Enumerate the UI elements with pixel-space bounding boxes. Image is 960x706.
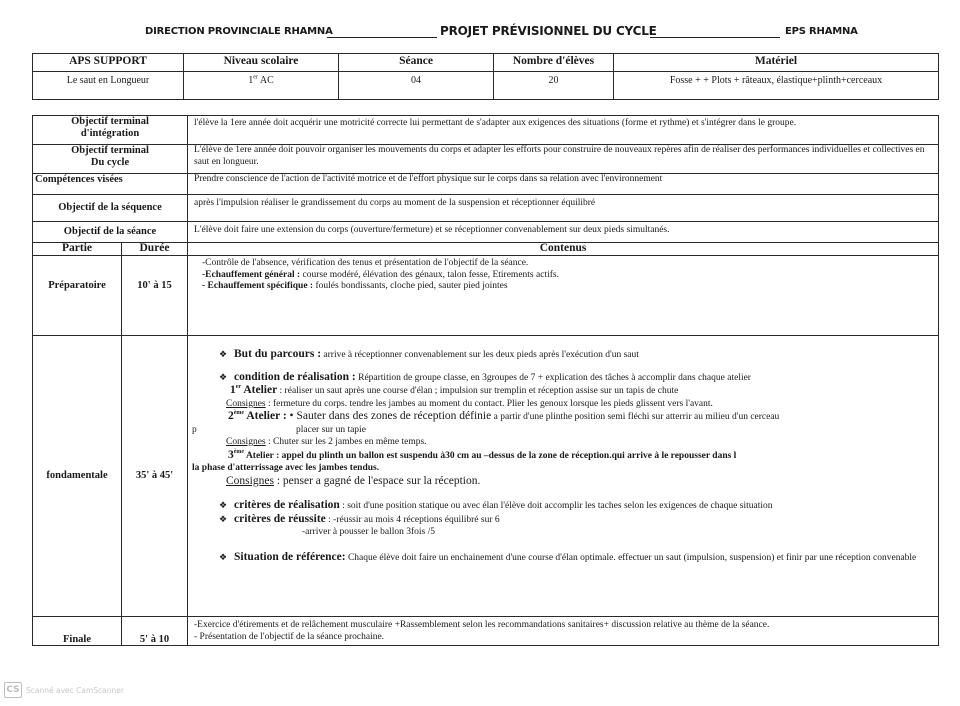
header-materiel: Matériel xyxy=(614,54,939,72)
header-divider-line xyxy=(650,37,780,38)
bullet-icon: ❖ xyxy=(218,500,228,510)
contenu-finale: -Exercice d'étirements et de relâchement musculaire +Rassemblement selon les recommandations sanitaires+ discussion relative au thème de la séance. - Présentation de l'objectif de la séance prochaine. xyxy=(188,617,939,646)
header-divider-line xyxy=(327,37,437,38)
duree-fondamentale: 35' à 45' xyxy=(122,336,188,617)
objective-label: Objectif de la séance xyxy=(33,222,188,243)
bullet-icon: ❖ xyxy=(218,371,228,382)
document-title: PROJET PRÉVISIONNEL DU CYCLE xyxy=(440,24,657,38)
header-contenus: Contenus xyxy=(188,243,939,256)
finale-row xyxy=(33,617,939,646)
header-right: EPS RHAMNA xyxy=(785,26,858,37)
objective-text: l'élève la 1ere année doit acquérir une motricité correcte lui permettant de s'adapter aux exigences des situations (forme et rythme) et s'intégrer dans le groupe. xyxy=(188,116,939,145)
info-values-row xyxy=(33,72,939,100)
info-header-row xyxy=(33,54,939,72)
value-materiel: Fosse + + Plots + râteaux, élastique+plinth+cerceaux xyxy=(614,72,939,100)
header-seance: Séance xyxy=(339,54,494,72)
camscanner-logo-icon: CS xyxy=(4,682,22,698)
objective-label: Objectif terminal Du cycle xyxy=(33,145,188,174)
bullet-icon: ❖ xyxy=(218,349,228,359)
session-header-row xyxy=(33,243,939,256)
value-aps: Le saut en Longueur xyxy=(33,72,184,100)
header-nb-eleves: Nombre d'élèves xyxy=(494,54,614,72)
lesson-table xyxy=(32,115,939,646)
partie-preparatoire: Préparatoire xyxy=(33,256,122,336)
value-nb-eleves: 20 xyxy=(494,72,614,100)
header-partie: Partie xyxy=(33,243,122,256)
objective-row xyxy=(33,145,939,174)
document-header xyxy=(145,26,860,42)
objective-row xyxy=(33,222,939,243)
bullet-icon: ❖ xyxy=(218,513,228,524)
objective-text: L'élève doit faire une extension du corps (ouverture/fermeture) et se réceptionner convenablement sur deux pieds simultanés. xyxy=(188,222,939,243)
camscanner-watermark xyxy=(4,682,124,698)
info-table xyxy=(32,53,939,100)
header-left: DIRECTION PROVINCIALE RHAMNA xyxy=(145,26,333,37)
objective-row xyxy=(33,174,939,195)
contenu-fondamentale: ❖ But du parcours : arrive à réceptionner convenablement sur les deux pieds après l'exécution d'un saut ❖ condition de réalisation : Répartition de groupe classe, en 3groupes de 7 + explication des tâches à accomplir dans chaque atelier 1er Atelier : réaliser un saut après une course d'élan ; impulsion sur tremplin et réception assise sur un tapis de chute Consignes : fermeture du corps. tendre les jambes au moment du contact. Plier les genoux lorsque les pieds glissent vers l'avant. 2ème Atelier : • Sauter dans des zones de réception définie a partir d'une plinthe position semi fléchi sur atterrir au milieu d'un cerceau p placer sur un tapie Consignes : Chuter sur les 2 jambes en même temps. 3ème Atelier : appel du plinth un ballon est suspendu à30 cm au –dessus de la zone de réception.qui arrive à le repousser dans l la phase d'atterrissage avec les jambes tendus. Consignes : penser a gagné de l'espace sur la réception. ❖ critères de réalisation : soit d'une position statique ou avec élan l'élève doit accomplir les taches selon les exigences de chaque situation ❖ critères de réussite : -réussir au mois 4 réceptions équilibré sur 6 -arriver à pousser le ballon 3fois /5 ❖ Situation de référence: Chaque élève doit faire un enchainement d'une course d'élan optimale. effectuer un saut (impulsion, suspension) et finir par une réception convenable xyxy=(188,336,939,617)
objective-label: Objectif terminal d'intégration xyxy=(33,116,188,145)
header-niveau: Niveau scolaire xyxy=(184,54,339,72)
objective-text: Prendre conscience de l'action de l'activité motrice et de l'effort physique sur le corps dans sa relation avec l'environnement xyxy=(188,174,939,195)
duree-finale: 5' à 10 xyxy=(122,617,188,646)
objective-text: après l'impulsion réaliser le grandissement du corps au moment de la suspension et réceptionner équilibré xyxy=(188,195,939,222)
objective-row xyxy=(33,116,939,145)
value-niveau: 1er AC xyxy=(184,72,339,100)
fondamentale-row xyxy=(33,336,939,617)
header-aps: APS SUPPORT xyxy=(33,54,184,72)
duree-preparatoire: 10' à 15 xyxy=(122,256,188,336)
objective-label: Compétences visées xyxy=(33,174,188,195)
preparatoire-row xyxy=(33,256,939,336)
header-duree: Durée xyxy=(122,243,188,256)
contenu-preparatoire: -Contrôle de l'absence, vérification des tenus et présentation de l'objectif de la séance. -Echauffement général : course modéré, élévation des génaux, talon fesse, Etirements actifs. - Echauffement spécifique : foulés bondissants, cloche pied, sauter pied jointes xyxy=(188,256,939,336)
watermark-text: Scanné avec CamScanner xyxy=(26,685,124,695)
objective-label: Objectif de la séquence xyxy=(33,195,188,222)
partie-fondamentale: fondamentale xyxy=(33,336,122,617)
objective-text: L'élève de 1ere année doit pouvoir organiser les mouvements du corps et adapter les efforts pour construire de nouveaux repères afin de réaliser des performances individuelles et collectives en saut en longueur. xyxy=(188,145,939,174)
objective-row xyxy=(33,195,939,222)
partie-finale: Finale xyxy=(33,617,122,646)
bullet-icon: ❖ xyxy=(218,551,228,562)
value-seance: 04 xyxy=(339,72,494,100)
